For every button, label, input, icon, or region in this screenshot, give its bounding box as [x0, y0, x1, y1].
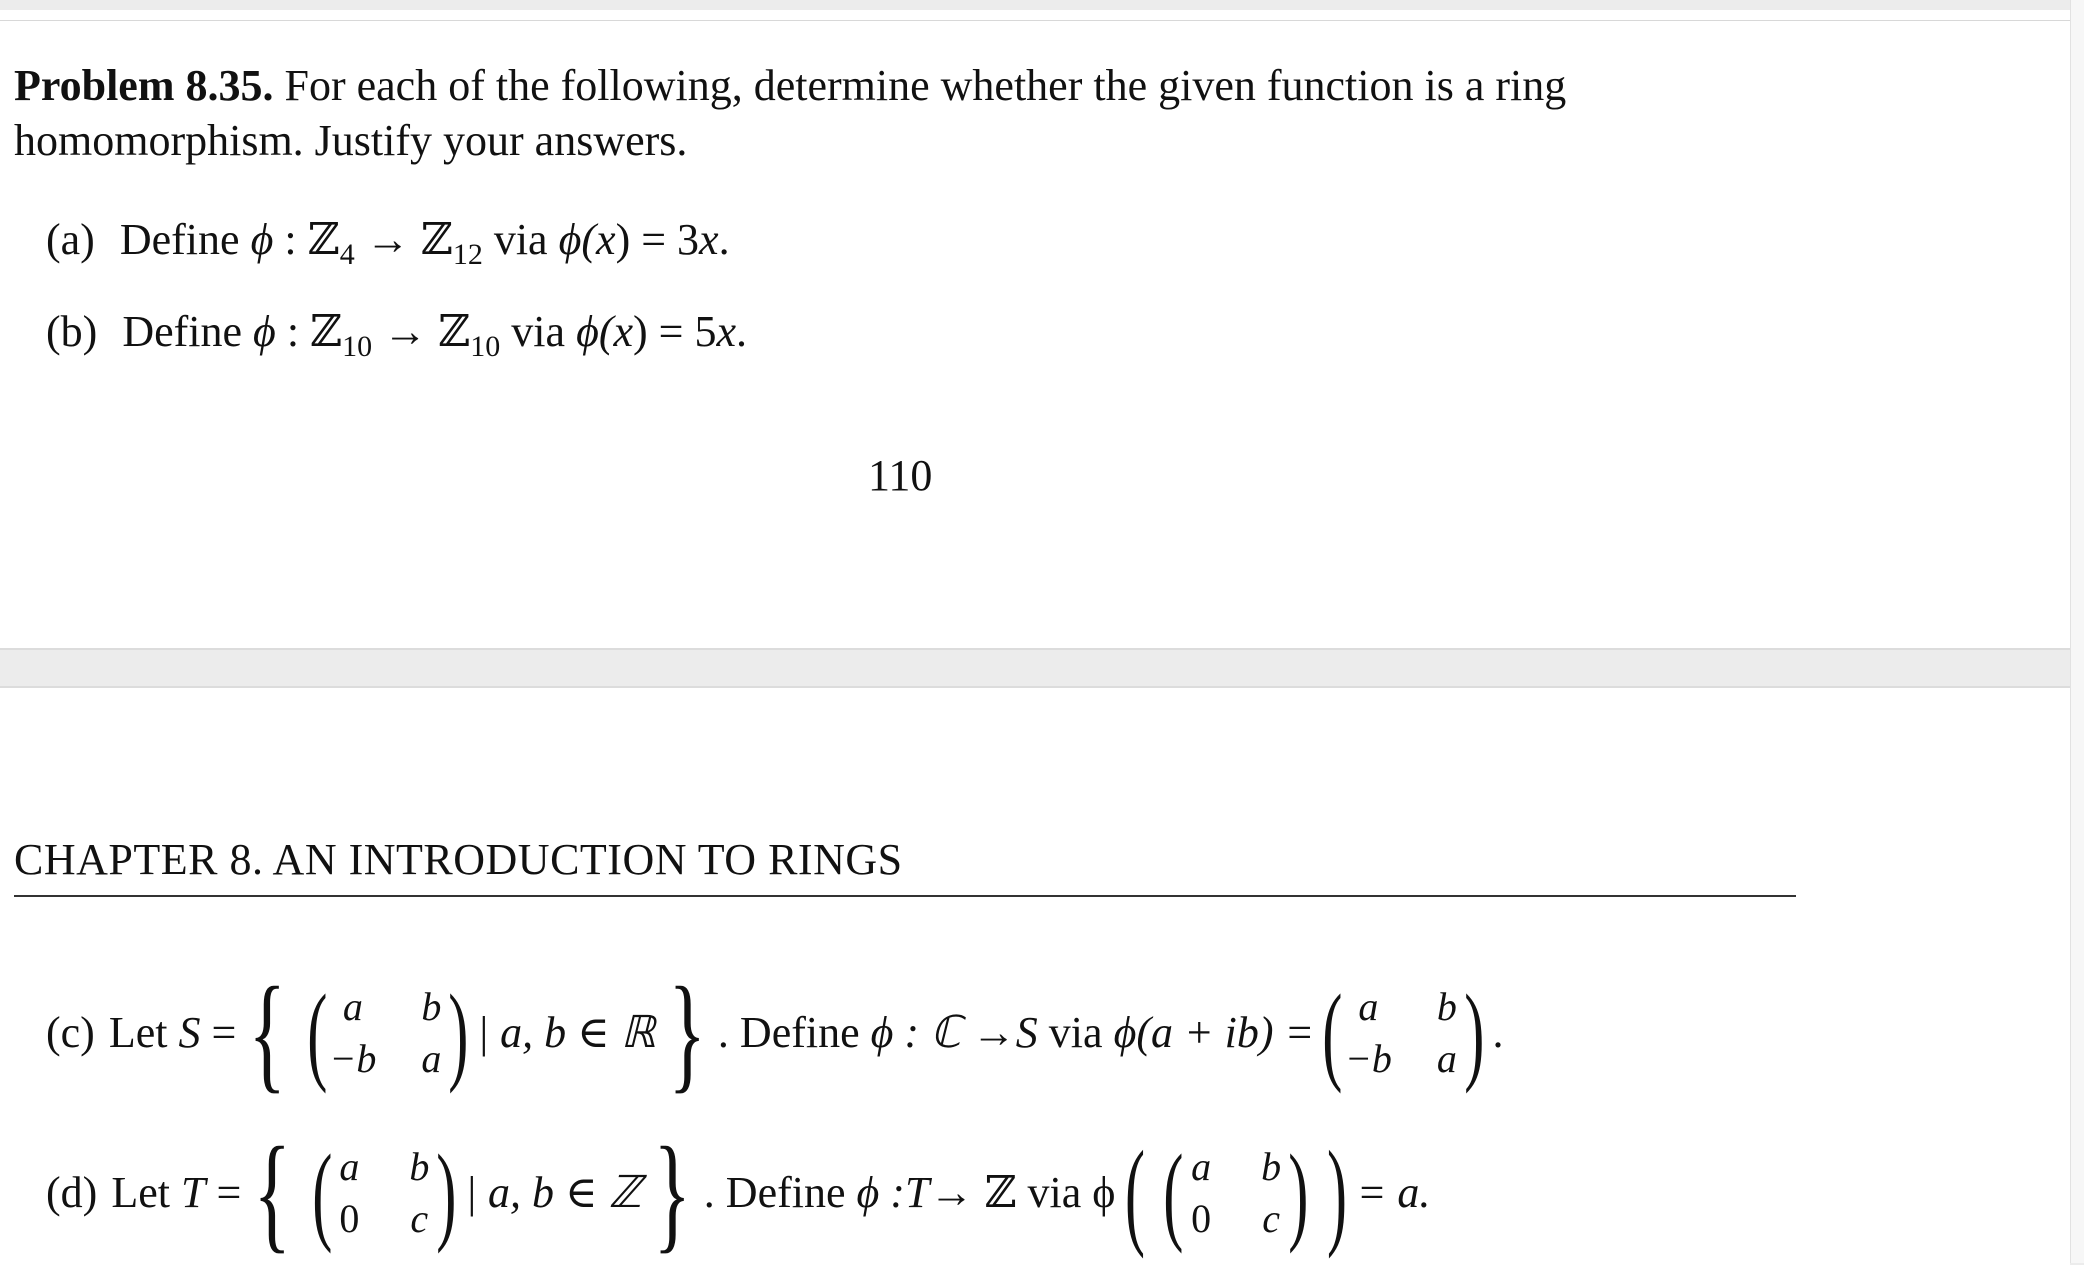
left-brace: {	[253, 1121, 292, 1265]
item-a-arrow: →	[365, 215, 410, 264]
matrix-c	[329, 982, 446, 1084]
matrix-c2-cell: b	[1436, 984, 1457, 1029]
item-b-domain-sub: 10	[342, 330, 373, 363]
matrix-d2	[1186, 1142, 1286, 1244]
chapter-header: CHAPTER 8. AN INTRODUCTION TO RINGS	[14, 835, 903, 884]
item-c-row	[46, 961, 1504, 1105]
item-b-label: (b)	[46, 307, 98, 356]
item-a-formula-var: x	[699, 215, 719, 264]
item-b	[46, 302, 747, 362]
left-brace: {	[248, 961, 287, 1105]
page-number: 110	[868, 451, 933, 500]
item-a-phi: ϕ	[250, 215, 274, 264]
item-d-map-rest: → ℤ via ϕ	[929, 1168, 1116, 1217]
previous-text-cut	[0, 10, 2070, 21]
matrix-c2-cell: a	[1358, 984, 1379, 1029]
item-a-var: x	[596, 215, 616, 264]
item-c-map-codomain: S	[1015, 1008, 1038, 1057]
pdf-page-111	[0, 686, 2070, 1265]
item-b-arrow: →	[383, 307, 428, 356]
item-b-codomain: ℤ	[438, 307, 471, 356]
item-b-define: Define	[122, 307, 243, 356]
item-a-define: Define	[119, 215, 240, 264]
matrix-d-cell: c	[410, 1196, 429, 1241]
item-a-colon: :	[284, 215, 297, 264]
item-c-via: via	[1048, 1008, 1103, 1057]
item-b-via: via	[511, 307, 566, 356]
item-a-label: (a)	[46, 215, 95, 264]
matrix-c2	[1345, 982, 1462, 1084]
item-a-via: via	[493, 215, 548, 264]
item-d-label: (d)	[46, 1168, 98, 1217]
item-d-equals: =	[216, 1168, 242, 1217]
right-brace: }	[653, 1121, 692, 1265]
item-d-set: T	[180, 1168, 206, 1217]
left-paren: (	[306, 972, 328, 1094]
item-d-row	[46, 1121, 1431, 1265]
matrix-d-cell: b	[409, 1144, 430, 1189]
matrix-d	[334, 1142, 434, 1244]
item-c-equals: =	[211, 1008, 237, 1057]
matrix-c-cell: −b	[329, 1036, 377, 1081]
problem-label: Problem 8.35.	[14, 61, 274, 110]
matrix-d2-cell: c	[1262, 1196, 1280, 1241]
item-c-define: . Define	[717, 1008, 860, 1057]
problem-text: For each of the following, determine whether the given function is a ring homomorphism. Justify your answers.	[14, 61, 1567, 165]
item-a-formula-pre: ϕ(	[558, 215, 597, 264]
item-d-let: Let	[111, 1168, 170, 1217]
item-b-codomain-sub: 10	[470, 330, 501, 363]
matrix-d-cell: a	[339, 1144, 360, 1189]
item-a	[46, 210, 730, 270]
right-paren: )	[436, 1132, 457, 1254]
item-a-formula-post: ) = 3	[615, 215, 700, 264]
item-b-formula-var: x	[716, 307, 737, 356]
matrix-d-cell: 0	[339, 1196, 360, 1241]
item-d-map-domain: T	[904, 1168, 930, 1217]
matrix-d2-cell: 0	[1191, 1196, 1212, 1241]
item-b-var: x	[613, 307, 634, 356]
item-c-end: .	[1492, 1008, 1504, 1057]
item-a-end: .	[718, 215, 730, 264]
header-rule	[14, 895, 1796, 897]
item-c-formula: ϕ(a + ib) =	[1113, 1008, 1315, 1057]
item-b-phi: ϕ	[253, 307, 276, 356]
matrix-d2-cell: a	[1191, 1144, 1212, 1189]
item-c-set: S	[178, 1008, 201, 1057]
outer-right-paren: )	[1326, 1126, 1347, 1259]
item-c-map: ϕ : ℂ →	[870, 1008, 1016, 1057]
matrix-c-cell: b	[421, 984, 442, 1029]
item-d	[46, 1121, 1431, 1265]
item-b-formula-pre: ϕ(	[576, 307, 614, 356]
matrix-c2-cell: −b	[1344, 1036, 1392, 1081]
item-c-let: Let	[108, 1008, 168, 1057]
left-paren: (	[1163, 1132, 1184, 1254]
left-paren: (	[311, 1132, 333, 1254]
item-a-domain: ℤ	[307, 215, 340, 264]
outer-left-paren: (	[1125, 1126, 1146, 1259]
matrix-c-cell: a	[421, 1036, 442, 1081]
matrix-d2-cell: b	[1261, 1144, 1282, 1189]
item-b-domain: ℤ	[310, 307, 343, 356]
item-b-formula-post: ) = 5	[633, 307, 717, 356]
item-a-codomain: ℤ	[420, 215, 453, 264]
item-a-domain-sub: 4	[339, 238, 355, 271]
item-d-map: ϕ :	[856, 1168, 905, 1217]
item-c-condition: | a, b ∈ ℝ	[477, 1008, 656, 1057]
item-a-codomain-sub: 12	[452, 238, 483, 271]
problem-statement	[14, 58, 1794, 168]
item-c	[46, 961, 1504, 1105]
viewer-scroll-edge	[2070, 0, 2084, 1263]
item-d-result: = a.	[1356, 1168, 1431, 1217]
right-paren: )	[1288, 1132, 1309, 1254]
right-brace: }	[667, 961, 706, 1105]
matrix-c2-cell: a	[1436, 1036, 1457, 1081]
item-c-label: (c)	[46, 1008, 95, 1057]
item-d-define: . Define	[703, 1168, 846, 1217]
item-d-condition: | a, b ∈ ℤ	[464, 1168, 642, 1217]
right-paren: )	[448, 972, 469, 1094]
right-paren: )	[1464, 972, 1485, 1094]
matrix-c-cell: a	[342, 984, 363, 1029]
left-paren: (	[1322, 972, 1343, 1094]
item-b-colon: :	[286, 307, 300, 356]
item-b-end: .	[736, 307, 748, 356]
pdf-page-110	[0, 10, 2070, 650]
